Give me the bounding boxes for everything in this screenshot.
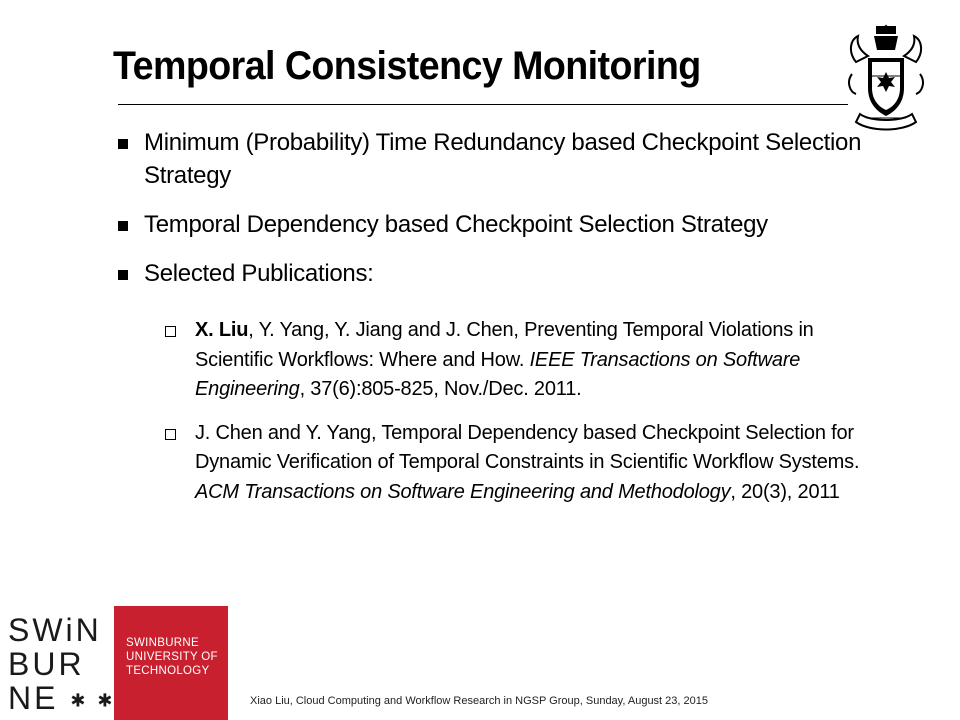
star-icon: ✱ [70, 690, 86, 711]
logo-wordmark-line: SWiN [8, 612, 102, 648]
slide-footer: Xiao Liu, Cloud Computing and Workflow Research in NGSP Group, Sunday, August 23, 2015 [250, 695, 708, 707]
square-bullet-icon [118, 270, 128, 280]
bullet-text: Temporal Dependency based Checkpoint Selection Strategy [144, 211, 768, 238]
bullet-item [118, 257, 878, 290]
university-crest-icon [846, 22, 926, 134]
logo-text-line: TECHNOLOGY [126, 665, 210, 677]
star-icon: ✱ [97, 690, 113, 711]
hollow-square-bullet-icon [165, 326, 176, 337]
publication-details: , 20(3), 2011 [730, 480, 840, 503]
square-bullet-icon [118, 139, 128, 149]
slide-title: Temporal Consistency Monitoring [113, 44, 701, 88]
bullet-text: Selected Publications: [144, 260, 374, 287]
publication-list [163, 316, 883, 507]
publication-item [163, 316, 883, 405]
publication-venue: IEEE Transactions on Software Engineering [195, 348, 801, 400]
logo-text-line: UNIVERSITY OF [126, 651, 218, 663]
bullet-text: Minimum (Probability) Time Redundancy based Checkpoint Selection Strategy [144, 129, 862, 189]
bullet-item [118, 208, 878, 241]
publication-authors-title: J. Chen and Y. Yang, Temporal Dependency based Checkpoint Selection for Dynamic Verification of Temporal Constraints in Scientific Workflow Systems. [195, 421, 860, 473]
swinburne-logo [0, 606, 228, 720]
logo-wordmark-line [8, 682, 112, 717]
title-underline [118, 104, 848, 105]
publication-lead-author: X. Liu [195, 319, 249, 341]
logo-wordmark-line: BUR [8, 646, 85, 682]
logo-text-line: SWINBURNE [126, 637, 199, 649]
logo-wordmark-ne: NE [8, 680, 59, 716]
logo-red-panel [114, 606, 228, 720]
logo-wordmark [0, 606, 114, 720]
publication-venue: ACM Transactions on Software Engineering and Methodology [195, 480, 731, 503]
hollow-square-bullet-icon [165, 429, 176, 440]
publication-authors-title: , Y. Yang, Y. Jiang and J. Chen, Preventing Temporal Violations in Scientific Workflows: Where and How. [195, 319, 814, 371]
publication-item [163, 419, 883, 508]
bullet-list [118, 126, 878, 296]
square-bullet-icon [118, 221, 128, 231]
bullet-item [118, 126, 878, 192]
publication-details: , 37(6):805-825, Nov./Dec. 2011. [299, 378, 582, 400]
